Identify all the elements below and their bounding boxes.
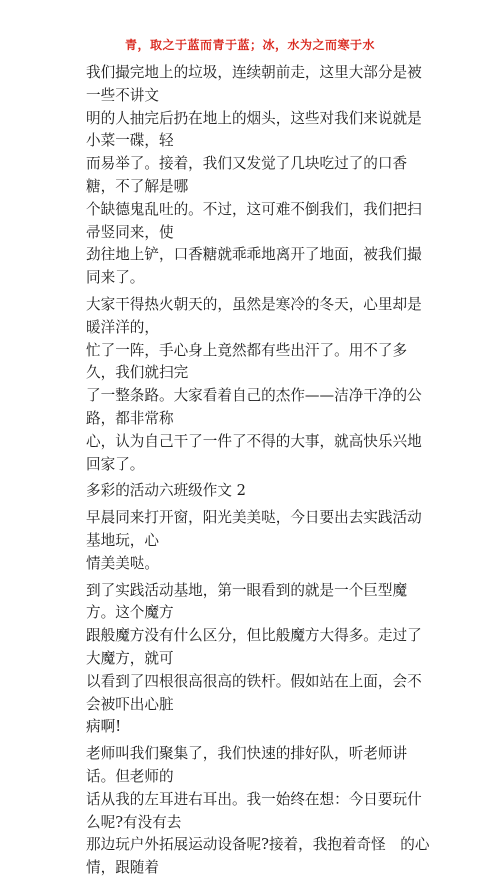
paragraph-line: 心，认为自己干了一件了不得的大事，就高快乐兴地回家了。 — [86, 432, 422, 473]
paragraph-line: 我们撮完地上的垃圾，连续朝前走，这里大部分是被一些不讲文 — [86, 64, 422, 104]
paragraph-3 — [86, 507, 436, 575]
paragraph-line: 忙了一阵，手心身上竟然都有些出汗了。用不了多久，我们就扫完 — [86, 341, 408, 382]
paragraph-2 — [86, 294, 436, 476]
paragraph-line: 个缺德鬼乱吐的。不过，这可难不倒我们，我们把扫帚竖同来，使 — [86, 200, 422, 241]
header-quote: 青，取之于蓝而青于蓝；冰，水为之而寒于水 — [124, 38, 375, 52]
paragraph-4 — [86, 580, 436, 740]
paragraph-line: 老师叫我们聚集了，我们快速的排好队，听老师讲话。但老师的 — [86, 745, 408, 785]
paragraph-5 — [86, 743, 436, 880]
paragraph-line: 以看到了四根很高很高的铁杆。假如站在上面，会不会被吓出心脏 — [86, 672, 422, 713]
paragraph-line: 那边玩户外拓展运动设备呢?接着，我抱着奇怪 的心情，跟随着 — [86, 836, 430, 877]
subtitle-text: 多彩的活动六班级作文 2 — [86, 482, 246, 500]
paragraph-line: 情美美哒。 — [86, 554, 159, 572]
paragraph-line: 而易举了。接着，我们又发觉了几块吃过了的口香糖，不了解是哪 — [86, 155, 408, 195]
paragraph-line: 到了实践活动基地，第一眼看到的就是一个巨型魔方。这个魔方 — [86, 581, 408, 622]
paragraph-line: 病啊! — [86, 718, 122, 736]
paragraph-line: 明的人抽完后扔在地上的烟头，这些对我们来说就是小菜一碟，轻 — [86, 109, 422, 150]
paragraph-line: 早晨同来打开窗，阳光美美哒，今日要出去实践活动基地玩，心 — [86, 509, 422, 549]
paragraph-line: 了一整条路。大家看着自己的杰作——洁净干净的公路，都非常称 — [86, 387, 422, 427]
document-body — [86, 62, 436, 880]
paragraph-line: 话从我的左耳进右耳出。我一始终在想：今日要玩什么呢?有没有去 — [86, 790, 422, 831]
paragraph-1 — [86, 62, 436, 290]
paragraph-line: 大家干得热火朝天的，虽然是寒冷的冬天，心里却是暖洋洋的， — [86, 295, 422, 336]
section-subtitle — [86, 480, 436, 503]
paragraph-line: 劲往地上铲，口香糖就乖乖地离开了地面，被我们撮同来了。 — [86, 246, 422, 287]
paragraph-line: 跟般魔方没有什么区分，但比般魔方大得多。走过了大魔方，就可 — [86, 627, 422, 667]
